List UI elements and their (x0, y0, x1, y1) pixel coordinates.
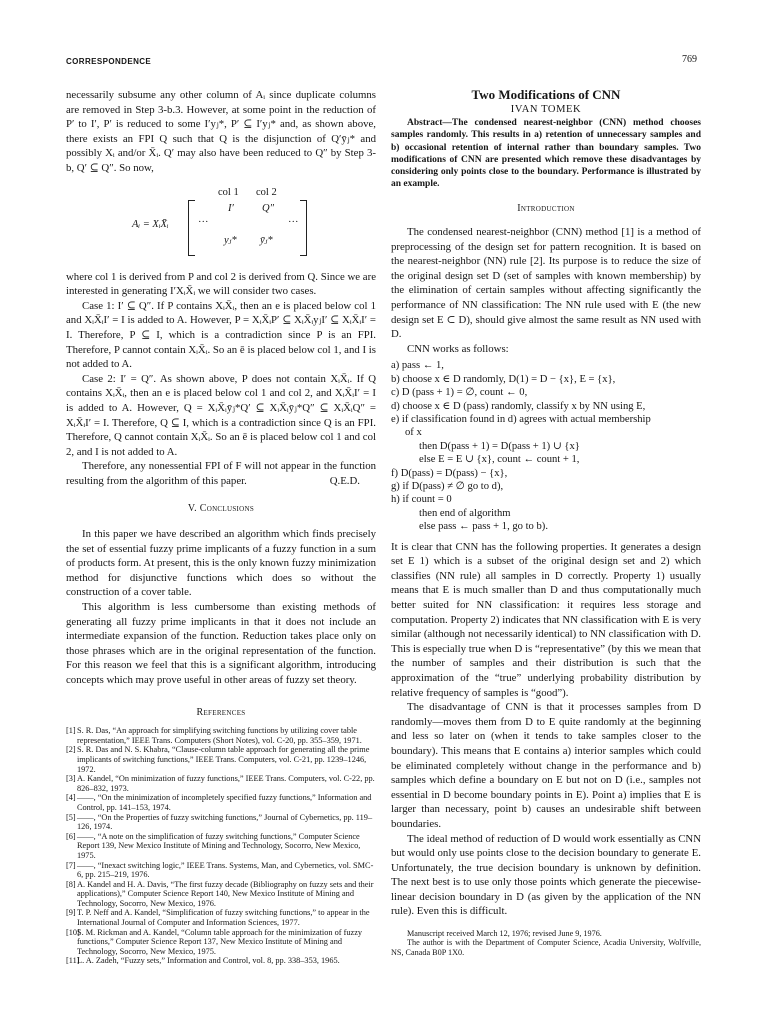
algorithm-step: h) if count = 0 (391, 494, 452, 506)
abstract: Abstract—The condensed nearest-neighbor (CNN) method chooses samples randomly. This results in a) retention of unnecessary samples and b) occasional retention of internal rather than boundary samples. Two modifications of CNN are presented which remove these disadvantages by considering only points close to the boundary. Performance is illustrated by an example. (391, 118, 701, 190)
reference-text: L. A. Zadeh, “Fuzzy sets,” Information and Control, vol. 8, pp. 338–353, 1965. (77, 956, 340, 966)
left-column (66, 88, 376, 966)
right-column (391, 88, 701, 957)
paragraph: The condensed nearest-neighbor (CNN) method [1] is a method of preprocessing of the design set for pattern recognition. It is based on the nearest-neighbor (NN) rule [2]. Its purpose is to reduce the size of the original design set D (set of samples with known membership) by the elimination of certain samples without affecting significantly the performance of NN classification: The NN rule used with E (the new design set E ⊂ D), should give almost the same result as NN used with D. (391, 226, 701, 341)
references-heading: References (196, 706, 246, 718)
paragraph: where col 1 is derived from P and col 2 is derived from Q. Since we are interested in generating I′XᵢX̄ᵢ we will consider two cases. (66, 270, 376, 298)
reference-item (66, 880, 376, 909)
reference-item (66, 832, 376, 861)
eq-cell: ȳⱼ* (260, 234, 273, 246)
reference-item (66, 793, 376, 812)
reference-text: ——, “A note on the simplification of fuzzy switching functions,” Computer Science Report 139, New Mexico Institute of Mining and Technology, Socorro, New Mexico, 1975. (77, 831, 361, 860)
reference-text: A. Kandel, “On minimization of fuzzy functions,” IEEE Trans. Computers, vol. C-22, pp. 826–832, 1973. (77, 774, 375, 793)
reference-item (66, 956, 376, 966)
algorithm-steps (391, 359, 701, 533)
algorithm-step: e) if classification found in d) agrees with actual membership (391, 413, 651, 425)
reference-text: ——, “On the minimization of incompletely specified fuzzy functions,” Information and Control, pp. 141–153, 1974. (77, 793, 372, 812)
paragraph-text: Therefore, any nonessential FPI of F will not appear in the function resulting from the algorithm of this paper. (66, 460, 376, 487)
eq-right-bracket (300, 200, 307, 256)
footnotes (391, 929, 701, 957)
reference-item (66, 726, 376, 745)
footnote: The author is with the Department of Computer Science, Acadia University, Wolfville, NS, Canada B0P 1X0. (391, 938, 701, 957)
algorithm-step: c) D (pass + 1) = ∅, count ← 0, (391, 387, 528, 399)
eq-cell: Q″ (262, 202, 274, 214)
eq-cell: yⱼ* (224, 234, 237, 246)
section-heading: Introduction (517, 203, 575, 215)
reference-item (66, 813, 376, 832)
section-heading: V. Conclusions (187, 503, 255, 515)
reference-number: [7] (66, 860, 76, 870)
paragraph: Case 2: I′ = Q″. As shown above, P does not contain XᵢX̄ᵢ. If Q contains XᵢX̄ᵢ, then an e is placed below col 1 and col 2, and XᵢX̄ᵢI′ = I is added to A. However, Q = XᵢX̄ᵢȳⱼ*Q′ ⊆ XᵢX̄ᵢȳⱼ*Q″ ⊆ XᵢX̄ᵢQ″ = XᵢX̄ᵢI′ = I. Therefore, Q ⊆ I, which is a contradiction since Q is an FPI. Therefore, Q cannot contain XᵢX̄ᵢ. So an ē is placed below col 1 and col 2, and I is not added to A. (66, 372, 376, 458)
reference-text: S. R. Das and N. S. Khabra, “Clause-column table approach for generating all the prime implicants of switching functions,” IEEE Trans. Computers, vol. C-21, pp. 1239–1246, 1972. (77, 745, 370, 774)
reference-number: [8] (66, 879, 76, 889)
algorithm-step: then end of algorithm (419, 507, 511, 519)
reference-text: A. Kandel and H. A. Davis, “The first fuzzy decade (Bibliography on fuzzy sets and their applications),” Computer Science Report 140, New Mexico Institute of Mining and Technology, Socorro, New Mexico, 1976. (77, 879, 374, 908)
paragraph: Case 1: I′ ⊆ Q″. If P contains XᵢX̄ᵢ, then an e is placed below col 1 and XᵢX̄ᵢI′ = I is added to A. However, P = XᵢX̄ᵢP′ ⊆ XᵢX̄ᵢyⱼI′ ⊆ XᵢX̄ᵢI′ = I. Therefore, P ⊆ I, which is a contradiction since P is an FPI. Therefore, P cannot contain XᵢX̄ᵢ. So an ē is placed below col 1, and I is not added to A. (66, 299, 376, 371)
reference-item (66, 861, 376, 880)
eq-dots-right: ··· (288, 216, 299, 228)
reference-number: [1] (66, 726, 76, 736)
algorithm-step: then D(pass + 1) = D(pass + 1) ∪ {x} (419, 440, 580, 452)
reference-item (66, 774, 376, 793)
references-list (66, 726, 376, 966)
qed: Q.E.D. (329, 474, 360, 487)
reference-item (66, 908, 376, 927)
paragraph: The disadvantage of CNN is that it processes samples from D randomly—moves them from D to E quite randomly at the beginning and less so later on (when it tends to take samples closer to the boundary). This means that E contains a) interior samples which could be eliminated completely without change in the performance and b) samples which define a boundary on E but not on D (i.e., samples not essential in D become boundary points in E). Point a) implies that E is larger than necessary, point b) causes an undesirable shift between boundaries. (391, 701, 701, 830)
footnote: Manuscript received March 12, 1976; revised June 9, 1976. (407, 929, 602, 939)
paragraph: In this paper we have described an algorithm which finds precisely the set of essential fuzzy prime implicants of a fuzzy function in a sum of products form. At present, this is the only known fuzzy minimization method for disjunctive functions which does so without the construction of a cover table. (66, 528, 376, 599)
eq-left-bracket (188, 200, 195, 256)
algorithm-step: of x (405, 427, 422, 439)
matrix-equation (66, 182, 376, 266)
reference-item (66, 745, 376, 774)
reference-number: [3] (66, 774, 76, 784)
page-number: 769 (682, 54, 697, 65)
algorithm-step: a) pass ← 1, (391, 360, 444, 372)
reference-number: [9] (66, 908, 76, 918)
paragraph: CNN works as follows: (407, 342, 509, 355)
algorithm-step: b) choose x ∈ D randomly, D(1) = D − {x}, E = {x}, (391, 373, 616, 385)
paragraph: It is clear that CNN has the following properties. It generates a design set E 1) which is a subset of the original design set and 2) which classifies (NN rule) all samples in D correctly. Property 1) usually means that E is much smaller than D and thus computationally much better suited for NN classification: it requires less storage and computation. Property 2) indicates that NN classification with E is very similar (although not necessarily identical) to NN classification with D. This is especially true when D is “representative” (by this we mean that the number of samples and their distribution is such that the approximation of the “true” underlying probability distribution by relative frequency of samples is “good”). (391, 540, 701, 699)
paragraph: necessarily subsume any other column of Aᵢ since duplicate columns are removed in Step 3-b.3. However, at some point in the reduction of P′ to I′, P′ is reduced to some I′yⱼ*, P′ ⊆ I′yⱼ* and, as shown above, there exists an FPI Q such that Q is the disjunction of Q′ȳⱼ* and possibly Xᵢ and/or X̄ᵢ. Q′ may also have been reduced to Q″ by Step 3-b, Q′ ⊆ Q″. So now, (66, 89, 376, 174)
eq-cell: I′ (228, 202, 234, 214)
author-name: IVAN TOMEK (510, 103, 582, 115)
paragraph: The ideal method of reduction of D would work essentially as CNN but would only use points close to the decision boundary to generate E. Unfortunately, the true decision boundary is unknown by definition. The next best is to use only those points which generate the piecewise-linear decision boundary in D (as given by the application of the NN rule). Even this is difficult. (391, 832, 701, 918)
reference-number: [4] (66, 793, 76, 803)
paragraph (66, 459, 376, 488)
eq-col1-label: col 1 (218, 186, 239, 198)
reference-text: ——, “Inexact switching logic,” IEEE Trans. Systems, Man, and Cybernetics, vol. SMC-6, pp. 215–219, 1976. (77, 860, 374, 880)
algorithm-step: else E = E ∪ {x}, count ← count + 1, (419, 454, 580, 466)
reference-number: [5] (66, 812, 76, 822)
eq-col2-label: col 2 (256, 186, 277, 198)
algorithm-step: else pass ← pass + 1, go to b). (419, 521, 548, 533)
reference-number: [2] (66, 745, 76, 755)
reference-number: [10] (66, 927, 80, 937)
algorithm-step: f) D(pass) = D(pass) − {x}, (391, 467, 508, 479)
reference-text: T. P. Neff and A. Kandel, “Simplification of fuzzy switching functions,” to appear in the International Journal of Computer and Information Sciences, 1977. (77, 908, 370, 928)
reference-text: S. M. Rickman and A. Kandel, “Column table approach for the minimization of fuzzy functions,” Computer Science Report 137, New Mexico Institute of Mining and Technology, Socorro, New Mexico, 1975. (77, 927, 363, 956)
reference-number: [6] (66, 831, 76, 841)
reference-item (66, 928, 376, 957)
paragraph: This algorithm is less cumbersome than existing methods of generating all fuzzy prime implicants in that it does not include an intermediate expansion of the function. Reduction takes place only on those phrases which are in the original representation of the function. For this reason we feel that this is a significant algorithm, introducing concepts which may prove useful in other areas of fuzzy set theory. (66, 601, 376, 686)
algorithm-step: d) choose x ∈ D (pass) randomly, classify x by NN using E, (391, 400, 646, 412)
algorithm-step: g) if D(pass) ≠ ∅ go to d), (391, 481, 504, 492)
reference-number: [11] (66, 956, 80, 966)
eq-dots-left: ··· (198, 216, 209, 228)
reference-text: S. R. Das, “An approach for simplifying switching functions by utilizing cover table representation,” IEEE Trans. Computers (Short Notes), vol. C-20, pp. 355–359, 1971. (77, 726, 362, 745)
running-header: CORRESPONDENCE (66, 57, 152, 66)
reference-text: ——, “On the Properties of fuzzy switching functions,” Journal of Cybernetics, pp. 119–126, 1974. (77, 812, 373, 832)
eq-lhs: Aᵢ = XᵢX̄ᵢ (132, 218, 169, 230)
article-title: Two Modifications of CNN (471, 87, 621, 102)
